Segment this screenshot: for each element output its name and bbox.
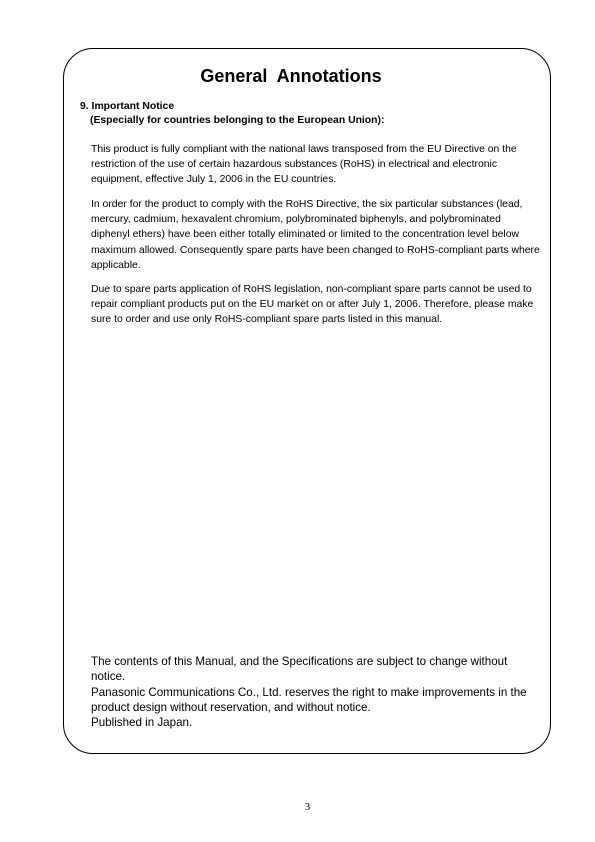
page-title: General Annotations bbox=[200, 66, 382, 86]
notice-paragraph-rohs-compliance: This product is fully compliant with the national laws transposed from the EU Directive on the restriction of the use of certain hazardous substances (RoHS) in electrical and electronic equipment, effective July 1, 2006 in the EU countries. bbox=[91, 144, 517, 186]
section-subheading: (Especially for countries belonging to the European Union): bbox=[90, 115, 385, 126]
notice-paragraph-substances: In order for the product to comply with the RoHS Directive, the six particular substances (lead, mercury, cadmium, hexavalent chromium, polybrominated biphenyls, and polybrominated diphenyl ethers) have been either totally eliminated or limited to the concentration level below maximum allowed. Consequently spare parts have been changed to RoHS-compliant parts where applicable. bbox=[91, 199, 540, 271]
disclaimer-line-specs: The contents of this Manual, and the Specifications are subject to change without notice. bbox=[91, 655, 508, 684]
disclaimer-line-published: Published in Japan. bbox=[91, 716, 193, 730]
notice-paragraph-spare-parts: Due to spare parts application of RoHS legislation, non-compliant spare parts cannot be used to repair compliant products put on the EU market on or after July 1, 2006. Therefore, please make sure to order and use only RoHS-compliant spare parts listed in this manual. bbox=[91, 284, 534, 326]
section-heading: 9. Important Notice bbox=[80, 101, 175, 112]
disclaimer-line-improvements: Panasonic Communications Co., Ltd. reserves the right to make improvements in the product design without reservation, and without notice. bbox=[91, 685, 527, 714]
disclaimer-block bbox=[91, 654, 541, 730]
page-number: 3 bbox=[304, 802, 311, 813]
